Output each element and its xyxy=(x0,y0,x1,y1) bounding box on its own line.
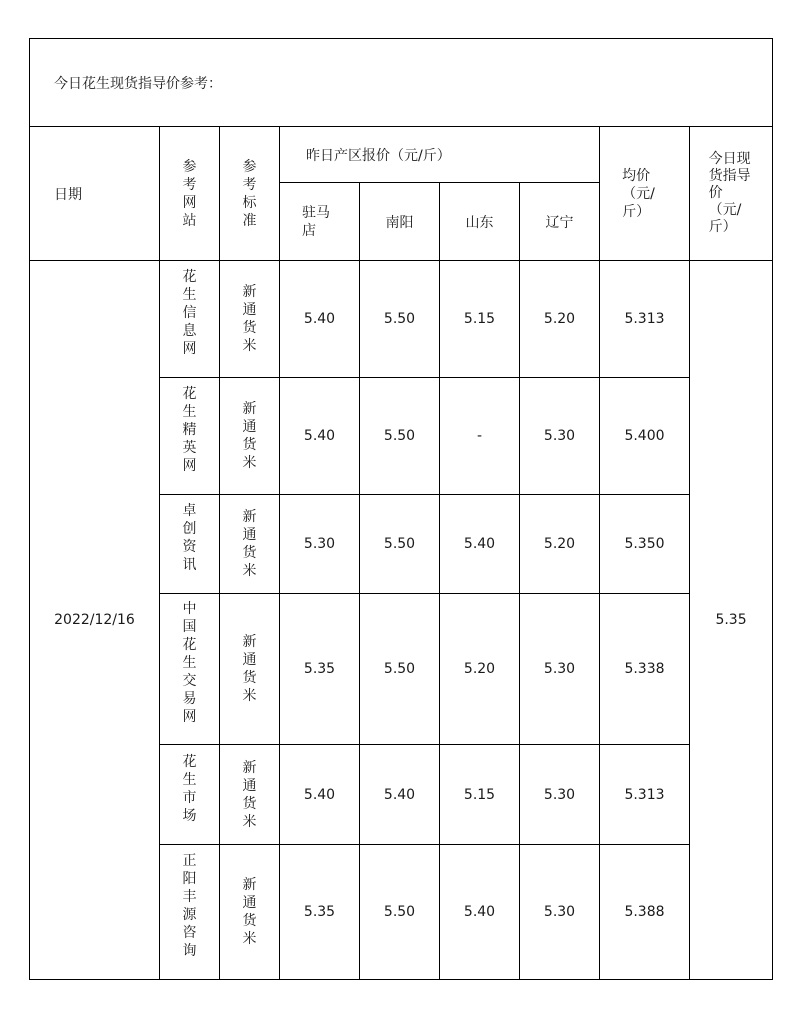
price-liaoning: 5.20 xyxy=(520,261,600,378)
price-liaoning: 5.30 xyxy=(520,845,600,980)
price-nanyang: 5.40 xyxy=(360,745,440,845)
header-region-group: 昨日产区报价（元/斤） xyxy=(280,127,600,183)
price-nanyang: 5.50 xyxy=(360,261,440,378)
price-zhumadian: 5.35 xyxy=(280,594,360,745)
header-region-zhumadian: 驻马店 xyxy=(280,183,360,261)
price-avg: 5.338 xyxy=(600,594,690,745)
price-liaoning: 5.30 xyxy=(520,378,600,495)
price-shandong: 5.40 xyxy=(440,845,520,980)
standard-cell: 新通货米 xyxy=(220,495,280,594)
price-zhumadian: 5.35 xyxy=(280,845,360,980)
site-cell: 花生市场 xyxy=(160,745,220,845)
site-cell: 正阳丰源咨询 xyxy=(160,845,220,980)
standard-cell: 新通货米 xyxy=(220,745,280,845)
price-shandong: - xyxy=(440,378,520,495)
price-nanyang: 5.50 xyxy=(360,495,440,594)
standard-cell: 新通货米 xyxy=(220,378,280,495)
price-liaoning: 5.30 xyxy=(520,745,600,845)
price-liaoning: 5.30 xyxy=(520,594,600,745)
price-avg: 5.313 xyxy=(600,745,690,845)
peanut-price-table xyxy=(29,38,773,980)
header-today: 今日现货指导价（元/斤） xyxy=(690,127,773,261)
price-shandong: 5.20 xyxy=(440,594,520,745)
price-zhumadian: 5.30 xyxy=(280,495,360,594)
header-standard: 参考标准 xyxy=(220,127,280,261)
site-cell: 花生信息网 xyxy=(160,261,220,378)
standard-cell: 新通货米 xyxy=(220,594,280,745)
header-date: 日期 xyxy=(30,127,160,261)
header-avg: 均价（元/斤） xyxy=(600,127,690,261)
price-avg: 5.400 xyxy=(600,378,690,495)
price-avg: 5.313 xyxy=(600,261,690,378)
site-cell: 卓创资讯 xyxy=(160,495,220,594)
today-price-cell: 5.35 xyxy=(690,261,773,980)
standard-cell: 新通货米 xyxy=(220,845,280,980)
header-region-nanyang: 南阳 xyxy=(360,183,440,261)
header-site: 参考网站 xyxy=(160,127,220,261)
date-cell: 2022/12/16 xyxy=(30,261,160,980)
price-avg: 5.350 xyxy=(600,495,690,594)
site-cell: 中国花生交易网 xyxy=(160,594,220,745)
price-zhumadian: 5.40 xyxy=(280,261,360,378)
site-cell: 花生精英网 xyxy=(160,378,220,495)
table-row xyxy=(30,261,773,378)
price-shandong: 5.40 xyxy=(440,495,520,594)
price-zhumadian: 5.40 xyxy=(280,745,360,845)
price-liaoning: 5.20 xyxy=(520,495,600,594)
price-nanyang: 5.50 xyxy=(360,378,440,495)
price-nanyang: 5.50 xyxy=(360,845,440,980)
header-region-shandong: 山东 xyxy=(440,183,520,261)
price-shandong: 5.15 xyxy=(440,261,520,378)
table-title: 今日花生现货指导价参考： xyxy=(30,39,773,127)
price-avg: 5.388 xyxy=(600,845,690,980)
standard-cell: 新通货米 xyxy=(220,261,280,378)
price-nanyang: 5.50 xyxy=(360,594,440,745)
header-region-liaoning: 辽宁 xyxy=(520,183,600,261)
price-zhumadian: 5.40 xyxy=(280,378,360,495)
price-shandong: 5.15 xyxy=(440,745,520,845)
